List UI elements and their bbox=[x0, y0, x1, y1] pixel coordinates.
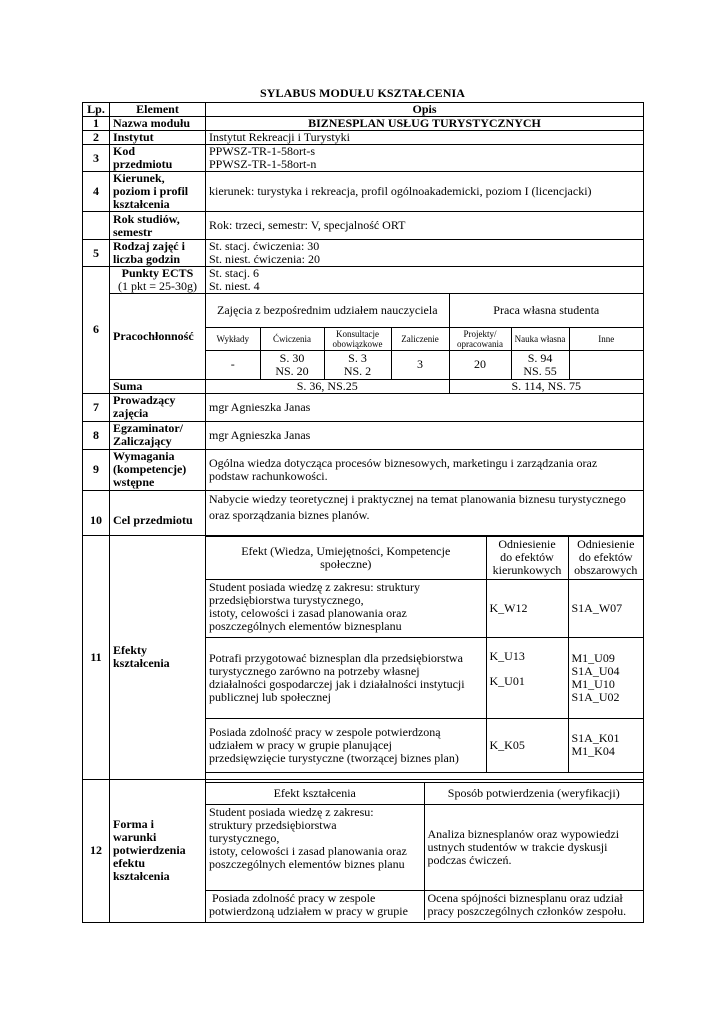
outcome-2-obsz-line: S1A_U04 bbox=[571, 663, 620, 678]
col-konsultacje: Konsultacje obowiązkowe bbox=[324, 327, 391, 350]
val-projekty: 20 bbox=[449, 350, 511, 379]
verification-1-sposob-line: ustnych studentów w trakcie dyskusji bbox=[427, 839, 608, 854]
row-11-element-line: Efekty bbox=[113, 643, 147, 657]
requirements-value bbox=[206, 449, 644, 490]
row-4b-element-line: Rok studiów, bbox=[113, 211, 180, 226]
outcome-2-line: turystycznego zarówno na potrzeby własnej bbox=[209, 663, 420, 678]
row-11-element-line: kształcenia bbox=[113, 656, 170, 670]
verification-header-row bbox=[206, 782, 643, 804]
ects-value bbox=[206, 267, 644, 294]
row-12-element-line: Forma i bbox=[113, 817, 154, 831]
outcome-row bbox=[206, 718, 643, 772]
row-8-element-line: Zaliczający bbox=[113, 434, 172, 448]
header-element: Element bbox=[110, 103, 206, 117]
learning-outcomes-cell bbox=[206, 535, 644, 779]
row-4-element bbox=[110, 172, 206, 212]
outcome-1-line: Student posiada wiedzę z zakresu: struktury bbox=[209, 579, 420, 594]
institute-value: Instytut Rekreacji i Turystyki bbox=[206, 131, 644, 145]
row-8-element bbox=[110, 421, 206, 449]
outcome-2-kier-line: K_U13 bbox=[489, 648, 525, 663]
val-zaliczenie: 3 bbox=[391, 350, 449, 379]
col-wyklady: Wykłady bbox=[206, 327, 260, 350]
row-3-element-line: Kod bbox=[113, 144, 136, 158]
verification-head-sposob: Sposób potwierdzenia (weryfikacji) bbox=[424, 782, 643, 804]
outcome-3-line: udziałem w pracy w grupie planującej bbox=[209, 737, 392, 752]
val-cwiczenia-line: S. 30 bbox=[279, 350, 305, 365]
row-12-lp: 12 bbox=[83, 779, 110, 922]
outcome-2-obsz-line: M1_U10 bbox=[571, 676, 615, 691]
verification-2-sposob-line: Ocena spójności biznesplanu oraz udział bbox=[427, 890, 623, 905]
verification-2-sposob-line: pracy poszczególnych członków zespołu. bbox=[427, 903, 627, 918]
sum-table bbox=[206, 380, 643, 393]
requirements-line: podstaw rachunkowości. bbox=[209, 468, 328, 483]
val-cwiczenia bbox=[260, 350, 324, 379]
workload-table bbox=[206, 294, 643, 379]
outcome-3-obsz-line: M1_K04 bbox=[571, 744, 615, 758]
verification-1-sposob-line: Analiza biznesplanów oraz wypowiedzi bbox=[427, 826, 620, 841]
verification-row bbox=[206, 804, 643, 890]
outcomes-head-obsz-line: do efektów bbox=[578, 550, 633, 564]
verification-table bbox=[206, 782, 643, 921]
outcomes-head-kier-line: Odniesienie bbox=[498, 537, 556, 551]
workload-values-row bbox=[206, 350, 643, 379]
verification-cell bbox=[206, 779, 644, 922]
workload-columns-row bbox=[206, 327, 643, 350]
outcome-2-line: publicznej lub społecznej bbox=[209, 689, 331, 704]
row-4b-lp bbox=[83, 212, 110, 240]
row-9-element-line: wstępne bbox=[113, 475, 155, 489]
sum-teacher: S. 36, NS.25 bbox=[206, 380, 449, 393]
header-row bbox=[83, 103, 644, 117]
row-6-sum bbox=[83, 379, 644, 393]
syllabus-table bbox=[82, 102, 644, 923]
verification-2-sposob bbox=[424, 890, 643, 920]
val-nauka-line: NS. 55 bbox=[523, 363, 557, 378]
header-opis: Opis bbox=[206, 103, 644, 117]
outcomes-head-efekt-line: społeczne) bbox=[320, 556, 372, 571]
outcome-1-text bbox=[206, 579, 486, 637]
val-konsultacje-line: NS. 2 bbox=[343, 363, 372, 378]
workload-table-cell bbox=[206, 294, 644, 380]
outcome-3-text bbox=[206, 718, 486, 772]
requirements-line: Ogólna wiedza dotycząca procesów biznesowych, marketingu i zarządzania oraz bbox=[209, 455, 598, 470]
row-7 bbox=[83, 393, 644, 421]
row-12-element-line: efektu bbox=[113, 856, 145, 870]
row-10-element: Cel przedmiotu bbox=[110, 490, 206, 535]
outcome-1-obsz: S1A_W07 bbox=[568, 579, 643, 637]
outcome-1-line: istoty, celowości i zasad planowania oraz bbox=[209, 605, 407, 620]
row-9 bbox=[83, 449, 644, 490]
val-wyklady: - bbox=[206, 350, 260, 379]
verification-1-efekt bbox=[206, 804, 424, 890]
lecturer-value: mgr Agnieszka Janas bbox=[206, 393, 644, 421]
verification-1-efekt-line: struktury przedsiębiorstwa bbox=[209, 817, 337, 832]
row-2 bbox=[83, 131, 644, 145]
row-3-lp: 3 bbox=[83, 145, 110, 172]
val-konsultacje-line: S. 3 bbox=[348, 350, 367, 365]
row-10 bbox=[83, 490, 644, 535]
outcomes-head-kier-line: do efektów bbox=[500, 550, 554, 564]
verification-row bbox=[206, 890, 643, 920]
row-1-element: Nazwa modułu bbox=[110, 117, 206, 131]
outcome-2-kier-line: K_U01 bbox=[489, 673, 525, 688]
sum-values-cell bbox=[206, 379, 644, 393]
outcomes-header-row bbox=[206, 536, 643, 579]
verification-1-sposob bbox=[424, 804, 643, 890]
row-5 bbox=[83, 240, 644, 267]
row-7-lp: 7 bbox=[83, 393, 110, 421]
outcome-1-line: przedsiębiorstwa turystycznego, bbox=[209, 592, 364, 607]
outcome-3-obsz bbox=[568, 718, 643, 772]
row-12-element bbox=[110, 779, 206, 922]
row-7-element-line: Prowadzący bbox=[113, 393, 176, 407]
row-2-element: Instytut bbox=[110, 131, 206, 145]
ects-label-line: (1 pkt = 25-30g) bbox=[117, 279, 198, 293]
outcomes-head-obsz bbox=[568, 536, 643, 579]
row-5-lp: 5 bbox=[83, 240, 110, 267]
verification-1-efekt-line: Student posiada wiedzę z zakresu: bbox=[209, 804, 374, 819]
row-11-element bbox=[110, 535, 206, 779]
goal-line: Nabycie wiedzy teoretycznej i praktycznej na temat planowania biznesu turystycznego bbox=[209, 491, 626, 506]
row-11 bbox=[83, 535, 644, 779]
row-9-element bbox=[110, 449, 206, 490]
row-8-lp: 8 bbox=[83, 421, 110, 449]
row-6-workload bbox=[83, 294, 644, 380]
row-4-lp: 4 bbox=[83, 172, 110, 212]
ects-value-line: St. niest. 4 bbox=[209, 279, 260, 293]
goal-value bbox=[206, 490, 644, 535]
workload-label: Pracochłonność bbox=[110, 294, 206, 380]
outcome-2-text bbox=[206, 637, 486, 718]
outcome-row bbox=[206, 637, 643, 718]
row-4-element-line: Kierunek, bbox=[113, 171, 165, 185]
year-semester-value: Rok: trzeci, semestr: V, specjalność ORT bbox=[206, 212, 644, 240]
row-3-element-line: przedmiotu bbox=[113, 157, 173, 171]
verification-2-efekt bbox=[206, 890, 424, 920]
row-11-lp: 11 bbox=[83, 535, 110, 779]
outcomes-head-obsz-line: Odniesienie bbox=[577, 537, 635, 551]
val-cwiczenia-line: NS. 20 bbox=[275, 363, 309, 378]
outcome-1-kier: K_W12 bbox=[486, 579, 568, 637]
val-nauka bbox=[511, 350, 569, 379]
outcomes-head-efekt bbox=[206, 536, 486, 579]
outcome-3-line: przedsięwzięcie turystyczne (tworzącej biznes plan) bbox=[209, 750, 459, 765]
class-hours-line: St. stacj. ćwiczenia: 30 bbox=[209, 239, 320, 253]
outcome-2-line: Potrafi przygotować biznesplan dla przedsiębiorstwa bbox=[209, 650, 463, 665]
row-10-lp: 10 bbox=[83, 490, 110, 535]
outcome-row bbox=[206, 579, 643, 637]
verification-1-efekt-line: istoty, celowości i zasad planowania oraz bbox=[209, 843, 407, 858]
row-9-lp: 9 bbox=[83, 449, 110, 490]
sum-student: S. 114, NS. 75 bbox=[511, 378, 582, 393]
outcome-2-line: działalności gospodarczej jak i działalności instytucji bbox=[209, 676, 465, 691]
row-8 bbox=[83, 421, 644, 449]
goal-line: oraz sporządzania biznes planów. bbox=[209, 507, 370, 522]
course-code-line: PPWSZ-TR-1-58ort-s bbox=[209, 144, 315, 158]
verification-1-efekt-line: poszczególnych elementów biznes planu bbox=[209, 856, 405, 871]
outcomes-head-efekt-line: Efekt (Wiedza, Umiejętności, Kompetencje bbox=[241, 543, 451, 558]
workload-group-student: Praca własna studenta bbox=[449, 294, 643, 327]
field-of-study-value: kierunek: turystyka i rekreacja, profil ogólnoakademicki, poziom I (licencjacki) bbox=[206, 172, 644, 212]
outcome-3-obsz-line: S1A_K01 bbox=[571, 731, 620, 745]
ects-label bbox=[110, 267, 206, 294]
row-2-lp: 2 bbox=[83, 131, 110, 145]
outcome-2-obsz bbox=[568, 637, 643, 718]
verification-2-efekt-line: potwierdzoną udziałem w pracy w grupie bbox=[209, 903, 408, 918]
workload-group-teacher: Zajęcia z bezpośrednim udziałem nauczyciela bbox=[206, 294, 449, 327]
row-3 bbox=[83, 145, 644, 172]
outcome-2-kier bbox=[486, 637, 568, 718]
row-1-lp: 1 bbox=[83, 117, 110, 131]
outcomes-head-obsz-line: obszarowych bbox=[574, 563, 638, 577]
row-4-element-line: kształcenia bbox=[113, 197, 170, 211]
row-4-element-line: poziom i profil bbox=[113, 184, 189, 198]
workload-group-row bbox=[206, 294, 643, 327]
row-4b bbox=[83, 212, 644, 240]
page-title: SYLABUS MODUŁU KSZTAŁCENIA bbox=[259, 86, 466, 100]
row-7-element bbox=[110, 393, 206, 421]
verification-head-efekt: Efekt kształcenia bbox=[206, 782, 424, 804]
course-code-value bbox=[206, 145, 644, 172]
val-nauka-line: S. 94 bbox=[527, 350, 553, 365]
row-12-element-line: kształcenia bbox=[113, 869, 170, 883]
verification-1-efekt-line: turystycznego, bbox=[209, 830, 280, 845]
row-12 bbox=[83, 779, 644, 922]
module-name: BIZNESPLAN USŁUG TURYSTYCZNYCH bbox=[206, 117, 644, 131]
row-5-element bbox=[110, 240, 206, 267]
verification-1-sposob-line: podczas ćwiczeń. bbox=[427, 852, 512, 867]
outcome-3-kier: K_K05 bbox=[486, 718, 568, 772]
val-inne bbox=[569, 350, 643, 379]
learning-outcomes-table bbox=[206, 536, 643, 773]
row-4b-element-line: semestr bbox=[113, 224, 153, 239]
sum-row bbox=[206, 380, 643, 393]
row-5-element-line: Rodzaj zajęć i bbox=[113, 239, 185, 253]
class-hours-line: St. niest. ćwiczenia: 20 bbox=[209, 252, 320, 266]
col-cwiczenia: Ćwiczenia bbox=[260, 327, 324, 350]
row-6-lp: 6 bbox=[83, 267, 110, 394]
outcome-1-line: poszczególnych elementów biznesplanu bbox=[209, 618, 402, 633]
outcome-2-obsz-line: M1_U09 bbox=[571, 650, 615, 665]
row-5-element-line: liczba godzin bbox=[113, 252, 181, 266]
outcome-2-obsz-line: S1A_U02 bbox=[571, 689, 620, 704]
col-nauka: Nauka własna bbox=[511, 327, 569, 350]
course-code-line: PPWSZ-TR-1-58ort-n bbox=[209, 157, 317, 171]
row-3-element bbox=[110, 145, 206, 172]
row-1 bbox=[83, 117, 644, 131]
outcome-3-line: Posiada zdolność pracy w zespole potwierdzoną bbox=[209, 724, 441, 739]
ects-value-line: St. stacj. 6 bbox=[209, 266, 259, 280]
col-inne: Inne bbox=[569, 327, 643, 350]
row-8-element-line: Egzaminator/ bbox=[113, 421, 183, 435]
outcomes-head-kier bbox=[486, 536, 568, 579]
col-zaliczenie: Zaliczenie bbox=[391, 327, 449, 350]
row-4b-element bbox=[110, 212, 206, 240]
col-projekty: Projekty/ opracowania bbox=[449, 327, 511, 350]
val-konsultacje bbox=[324, 350, 391, 379]
row-7-element-line: zajęcia bbox=[113, 406, 149, 420]
row-4 bbox=[83, 172, 644, 212]
header-lp: Lp. bbox=[83, 103, 110, 117]
row-9-element-line: (kompetencje) bbox=[113, 462, 187, 476]
class-hours-value bbox=[206, 240, 644, 267]
verification-2-efekt-line: Posiada zdolność pracy w zespole bbox=[209, 890, 376, 905]
sum-label: Suma bbox=[110, 379, 206, 393]
row-12-element-line: potwierdzenia bbox=[113, 843, 186, 857]
examiner-value: mgr Agnieszka Janas bbox=[206, 421, 644, 449]
row-12-element-line: warunki bbox=[113, 830, 157, 844]
row-9-element-line: Wymagania bbox=[113, 449, 175, 463]
row-6-ects bbox=[83, 267, 644, 294]
ects-label-line: Punkty ECTS bbox=[121, 266, 194, 280]
outcomes-head-kier-line: kierunkowych bbox=[492, 563, 562, 577]
